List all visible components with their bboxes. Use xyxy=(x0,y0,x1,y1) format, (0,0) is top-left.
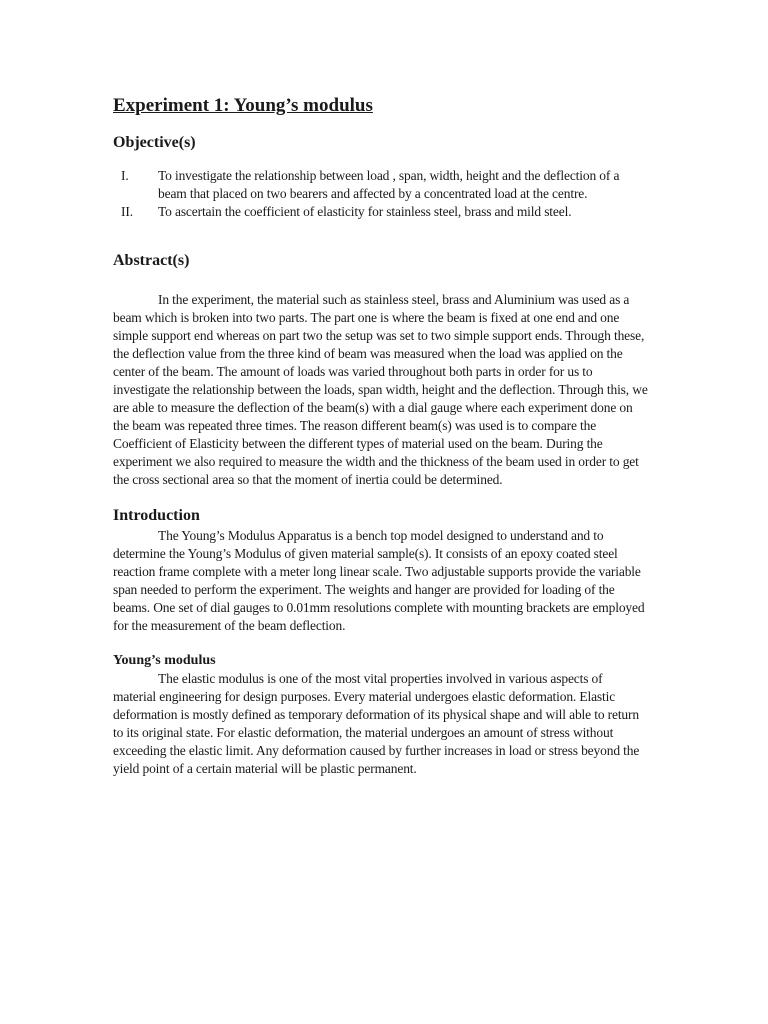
abstract-heading: Abstract(s) xyxy=(113,252,190,269)
document-content xyxy=(113,94,648,778)
list-item-number: II. xyxy=(121,204,133,219)
list-item xyxy=(113,203,648,221)
introduction-heading: Introduction xyxy=(113,507,200,524)
list-item xyxy=(113,167,648,203)
list-item-text: To investigate the relationship between load , span, width, height and the deflection of a beam that placed on two bearers and affected by a concentrated load at the centre. xyxy=(158,168,620,201)
objective-list xyxy=(113,167,648,221)
abstract-paragraph: In the experiment, the material such as stainless steel, brass and Aluminium was used as a beam which is broken into two parts. The part one is where the beam is fixed at one end and one simple support end whereas on part two the setup was set to two simple support ends. Through these, the deflection value from the three kind of beam was measured when the load was applied on the center of the beam. The amount of loads was varied throughout both parts in order for us to investigate the relationship between the loads, span width, height and the deflection. Through this, we are able to measure the deflection of the beam(s) with a dial gauge where each experiment done on the beam was repeated three times. The reason different beam(s) was used is to compare the Coefficient of Elasticity between the different types of material used on the beam. During the experiment we also required to measure the width and the thickness of the beam used in order to get the cross sectional area so that the moment of inertia could be determined. xyxy=(113,292,648,487)
youngs-modulus-heading: Young’s modulus xyxy=(113,653,216,668)
list-item-number: I. xyxy=(121,168,129,183)
list-item-text: To ascertain the coefficient of elasticity for stainless steel, brass and mild steel. xyxy=(158,204,572,219)
introduction-paragraph: The Young’s Modulus Apparatus is a bench top model designed to understand and to determine the Young’s Modulus of given material sample(s). It consists of an epoxy coated steel reaction frame complete with a meter long linear scale. Two adjustable supports provide the variable span needed to perform the experiment. The weights and hanger are provided for loading of the beams. One set of dial gauges to 0.01mm resolutions complete with mounting brackets are employed for the measurement of the beam deflection. xyxy=(113,528,645,633)
document-title: Experiment 1: Young’s modulus xyxy=(113,95,373,116)
objective-heading: Objective(s) xyxy=(113,134,196,151)
youngs-modulus-paragraph: The elastic modulus is one of the most vital properties involved in various aspects of material engineering for design purposes. Every material undergoes elastic deformation. Elastic deformation is mostly defined as temporary deformation of its physical shape and will able to return to its original state. For elastic deformation, the material undergoes an amount of stress without exceeding the elastic limit. Any deformation caused by further increases in load or stress beyond the yield point of a certain material will be plastic permanent. xyxy=(113,671,640,776)
